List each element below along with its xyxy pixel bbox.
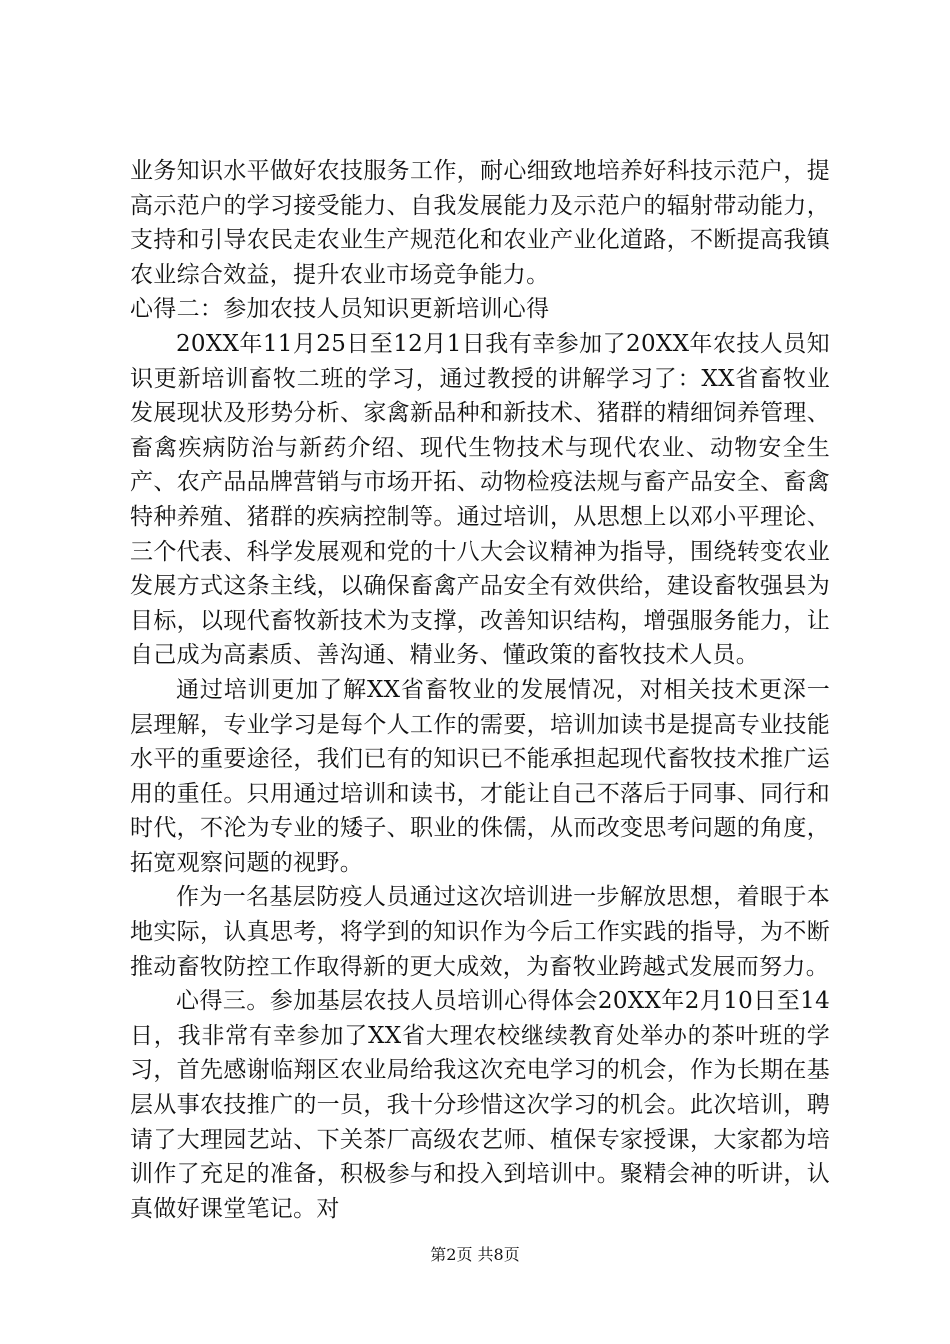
- section-heading: 心得二：参加农技人员知识更新培训心得: [130, 296, 550, 323]
- page-number-footer: 第2页 共8页: [430, 1245, 520, 1264]
- paragraph-section-three: 心得三。参加基层农技人员培训心得体会20XX年2月10日至14日，我非常有幸参加了XX省大理农校继续教育处举办的茶叶班的学习，首先感谢临翔区农业局给我这次充电学习的机会，作为长期在基层从事农技推广的一员，我十分珍惜这次学习的机会。此次培训，聘请了大理园艺站、下关茶厂高级农艺师、植保专家授课，大家都为培训作了充足的准备，积极参与和投入到培训中。聚精会神的听讲，认真做好课堂笔记。对: [130, 988, 830, 1222]
- paragraph-training-commitment: 作为一名基层防疫人员通过这次培训进一步解放思想，着眼于本地实际，认真思考，将学到的知识作为今后工作实践的指导，为不断推动畜牧防控工作取得新的更大成效，为畜牧业跨越式发展而努力。: [130, 884, 830, 980]
- paragraph-training-understanding: 通过培训更加了解XX省畜牧业的发展情况，对相关技术更深一层理解，专业学习是每个人工作的需要，培训加读书是提高专业技能水平的重要途径，我们已有的知识已不能承担起现代畜牧技术推广运用的重任。只用通过培训和读书，才能让自己不落后于同事、同行和时代，不沦为专业的矮子、职业的侏儒，从而改变思考问题的角度，拓宽观察问题的视野。: [130, 676, 830, 876]
- paragraph-continuation: 业务知识水平做好农技服务工作，耐心细致地培养好科技示范户，提高示范户的学习接受能力、自我发展能力及示范户的辐射带动能力，支持和引导农民走农业生产规范化和农业产业化道路，不断提高我镇农业综合效益，提升农业市场竞争能力。: [130, 158, 830, 288]
- paragraph-training-summary: 20XX年11月25日至12月1日我有幸参加了20XX年农技人员知识更新培训畜牧二班的学习，通过教授的讲解学习了：XX省畜牧业发展现状及形势分析、家禽新品种和新技术、猪群的精细饲养管理、畜禽疾病防治与新药介绍、现代生物技术与现代农业、动物安全生产、农产品品牌营销与市场开拓、动物检疫法规与畜产品安全、畜禽特种养殖、猪群的疾病控制等。通过培训，从思想上以邓小平理论、三个代表、科学发展观和党的十八大会议精神为指导，围绕转变农业发展方式这条主线，以确保畜禽产品安全有效供给，建设畜牧强县为目标，以现代畜牧新技术为支撑，改善知识结构，增强服务能力，让自己成为高素质、善沟通、精业务、懂政策的畜牧技术人员。: [130, 330, 830, 669]
- document-body: [130, 154, 830, 1226]
